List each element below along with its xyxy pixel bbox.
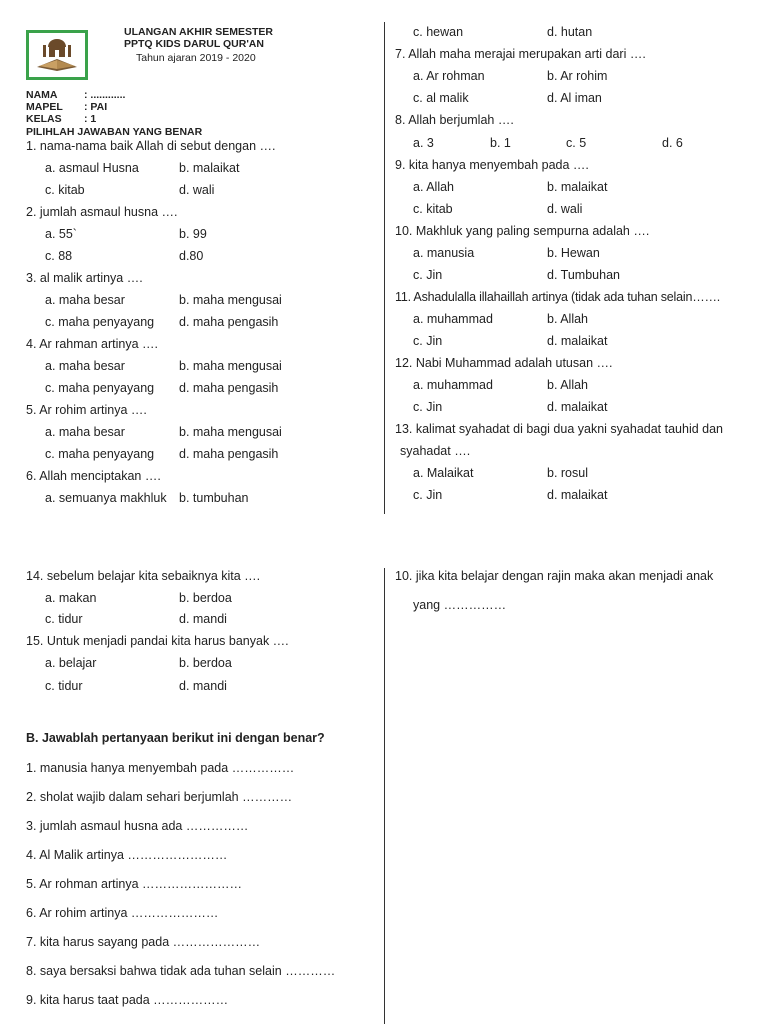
option: c. al malik [413,91,469,105]
mapel-label: MAPEL [26,101,63,113]
option: a. semuanya makhluk [45,491,167,505]
mapel-value: : PAI [84,101,108,113]
option: c. 5 [566,136,587,150]
question-text: 9. kita hanya menyembah pada …. [395,158,589,172]
mosque-book-icon [29,33,85,77]
option: b. 99 [179,227,207,241]
option: b. maha mengusai [179,425,282,439]
option: b. Allah [547,312,589,326]
option: c. maha penyayang [45,315,155,329]
option: d. mandi [179,679,227,693]
option: c. Jin [413,400,443,414]
option: a. 3 [413,136,434,150]
essay-question: 3. jumlah asmaul husna ada …………… [26,819,249,833]
option: a. makan [45,591,97,605]
option: c. hewan [413,25,464,39]
option: c. Jin [413,334,443,348]
option: a. 55` [45,227,77,241]
option: a. Ar rohman [413,69,485,83]
essay-question: 10. jika kita belajar dengan rajin maka akan menjadi anak [395,569,714,583]
option: a. maha besar [45,359,125,373]
option: d. malaikat [547,488,608,502]
nama-label: NAMA [26,89,58,101]
kelas-label: KELAS [26,113,62,125]
option: a. asmaul Husna [45,161,139,175]
essay-question-continued: yang …………… [413,598,507,612]
question-text-continued: syahadat …. [400,444,471,458]
option: b. Allah [547,378,589,392]
option: d. wali [179,183,215,197]
column-divider-bottom [384,568,385,1024]
question-text: 5. Ar rohim artinya …. [26,403,147,417]
option: d. Tumbuhan [547,268,620,282]
option: a. muhammad [413,312,493,326]
option: b. berdoa [179,656,232,670]
option: a. Allah [413,180,455,194]
question-text: 12. Nabi Muhammad adalah utusan …. [395,356,613,370]
nama-value: : ............ [84,89,126,101]
option: d. maha pengasih [179,315,279,329]
option: b. berdoa [179,591,232,605]
school-name: PPTQ KIDS DARUL QUR'AN [124,38,264,50]
option: d. malaikat [547,400,608,414]
option: d.80 [179,249,204,263]
question-text: 14. sebelum belajar kita sebaiknya kita …. [26,569,261,583]
essay-question: 9. kita harus taat pada ……………… [26,993,229,1007]
essay-question: 4. Al Malik artinya …………………… [26,848,228,862]
option: c. kitab [413,202,453,216]
option: a. belajar [45,656,97,670]
essay-question: 5. Ar rohman artinya …………………… [26,877,243,891]
question-text: 8. Allah berjumlah …. [395,113,514,127]
kelas-value: : 1 [84,113,97,125]
option: c. Jin [413,268,443,282]
option: a. muhammad [413,378,493,392]
exam-title: ULANGAN AKHIR SEMESTER [124,26,273,38]
option: b. tumbuhan [179,491,249,505]
option: b. 1 [490,136,511,150]
question-text: 4. Ar rahman artinya …. [26,337,159,351]
option: d. mandi [179,612,227,626]
academic-year: Tahun ajaran 2019 - 2020 [136,52,256,64]
option: d. 6 [662,136,683,150]
option: d. maha pengasih [179,381,279,395]
question-text: 7. Allah maha merajai merupakan arti dari …. [395,47,646,61]
option: d. wali [547,202,583,216]
option: d. Al iman [547,91,602,105]
option: d. maha pengasih [179,447,279,461]
column-divider-top [384,22,385,514]
option: d. malaikat [547,334,608,348]
option: d. hutan [547,25,593,39]
option: a. manusia [413,246,475,260]
question-text: 1. nama-nama baik Allah di sebut dengan …. [26,139,276,153]
option: b. Hewan [547,246,600,260]
option: c. tidur [45,679,83,693]
question-text: 13. kalimat syahadat di bagi dua yakni syahadat tauhid dan [395,422,724,436]
option: c. maha penyayang [45,447,155,461]
section-b-heading: B. Jawablah pertanyaan berikut ini dengan benar? [26,731,325,745]
option: b. rosul [547,466,588,480]
essay-question: 8. saya bersaksi bahwa tidak ada tuhan selain ………… [26,964,336,978]
question-text: 10. Makhluk yang paling sempurna adalah …. [395,224,650,238]
option: c. maha penyayang [45,381,155,395]
option: a. Malaikat [413,466,474,480]
question-text: 15. Untuk menjadi pandai kita harus banyak …. [26,634,289,648]
option: a. maha besar [45,425,125,439]
essay-question: 1. manusia hanya menyembah pada …………… [26,761,295,775]
option: b. Ar rohim [547,69,608,83]
option: a. maha besar [45,293,125,307]
option: b. maha mengusai [179,359,282,373]
option: b. malaikat [179,161,240,175]
instruction: PILIHLAH JAWABAN YANG BENAR [26,126,203,138]
essay-question: 7. kita harus sayang pada ………………… [26,935,261,949]
essay-question: 6. Ar rohim artinya ………………… [26,906,219,920]
question-text: 6. Allah menciptakan …. [26,469,161,483]
option: c. tidur [45,612,83,626]
question-text: 11. Ashadulalla illahaillah artinya (tidak ada tuhan selain……. [395,290,721,304]
option: c. kitab [45,183,85,197]
school-logo [26,30,88,80]
option: c. Jin [413,488,443,502]
option: b. maha mengusai [179,293,282,307]
question-text: 3. al malik artinya …. [26,271,143,285]
question-text: 2. jumlah asmaul husna …. [26,205,178,219]
option: c. 88 [45,249,73,263]
option: b. malaikat [547,180,608,194]
essay-question: 2. sholat wajib dalam sehari berjumlah ………… [26,790,293,804]
